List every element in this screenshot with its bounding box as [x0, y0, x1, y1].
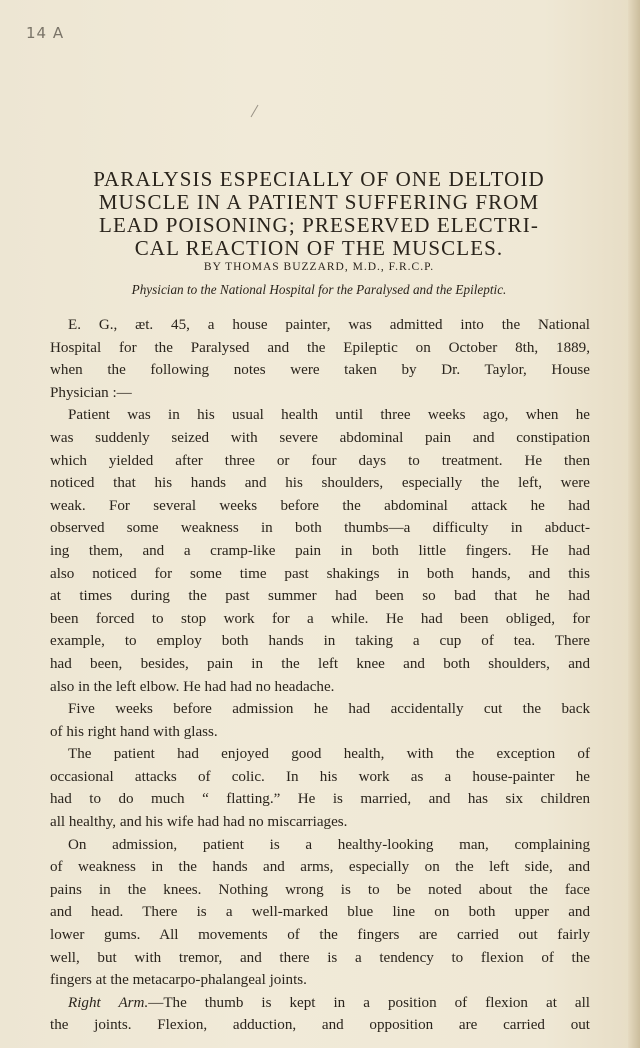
body-line-text: On admission, patient is a healthy-looking man, complaining — [68, 836, 590, 853]
body-line-text: ing them, and a cramp-like pain in both little fingers. He had — [50, 542, 590, 559]
body-line-text: which yielded after three or four days to treatment. He then — [50, 452, 590, 469]
body-line-text: been forced to stop work for a while. He had been obliged, for — [50, 610, 590, 627]
body-line — [50, 404, 590, 427]
body-line-text: fingers at the metacarpo-phalangeal joints. — [50, 972, 307, 989]
author-byline: BY THOMAS BUZZARD, M.D., F.R.C.P. — [203, 261, 435, 273]
body-line-text: noticed that his hands and his shoulders, especially the left, were — [50, 475, 590, 492]
body-line — [50, 992, 590, 1015]
article-title — [34, 168, 604, 260]
body-line-text: Patient was in his usual health until three weeks ago, when he — [68, 407, 590, 424]
page-edge — [628, 0, 640, 1048]
body-line — [50, 359, 590, 382]
body-line-text: was suddenly seized with severe abdominal pain and constipation — [50, 429, 590, 446]
body-line-text: all healthy, and his wife had had no miscarriages. — [50, 814, 348, 831]
body-line — [50, 721, 590, 744]
author-affiliation: Physician to the National Hospital for the Paralysed and the Epileptic. — [131, 282, 507, 297]
body-line-text: The patient had enjoyed good health, with the exception of — [68, 746, 590, 763]
body-line — [50, 563, 590, 586]
body-line-text: occasional attacks of colic. In his work as a house-painter he — [50, 768, 590, 785]
body-line — [50, 743, 590, 766]
body-line — [50, 947, 590, 970]
body-line-text: weak. For several weeks before the abdominal attack he had — [50, 497, 590, 514]
body-line-text: when the following notes were taken by Dr. Taylor, House — [50, 362, 590, 379]
body-line — [50, 540, 590, 563]
body-line-text: Five weeks before admission he had accidentally cut the back — [68, 701, 590, 718]
body-line — [50, 450, 590, 473]
article-body — [50, 314, 590, 1037]
body-line — [50, 901, 590, 924]
title-line: CAL REACTION OF THE MUSCLES. — [134, 236, 504, 260]
body-line-text: lower gums. All movements of the fingers are carried out fairly — [50, 927, 590, 944]
body-line — [50, 856, 590, 879]
body-line — [50, 969, 590, 992]
body-line-text: —The thumb is kept in a position of flexion at all — [148, 994, 591, 1011]
body-line — [50, 879, 590, 902]
body-line — [50, 834, 590, 857]
body-line-text: the joints. Flexion, adduction, and opposition are carried out — [50, 1017, 590, 1034]
title-line: LEAD POISONING; PRESERVED ELECTRI- — [99, 213, 539, 237]
pencil-annotation: 14 A — [26, 24, 65, 42]
body-line-text: Physician :— — [50, 384, 132, 401]
body-line — [50, 585, 590, 608]
body-line — [50, 495, 590, 518]
body-line — [50, 811, 590, 834]
body-line-text: example, to employ both hands in taking a cup of tea. There — [50, 633, 590, 650]
body-line — [50, 427, 590, 450]
body-line-text: also noticed for some time past shakings in both hands, and this — [50, 565, 590, 582]
title-line: PARALYSIS ESPECIALLY OF ONE DELTOID — [93, 167, 545, 191]
title-line: MUSCLE IN A PATIENT SUFFERING FROM — [98, 190, 540, 214]
body-line-text: well, but with tremor, and there is a tendency to flexion of the — [50, 949, 590, 966]
pencil-tick-mark — [251, 105, 259, 118]
body-line — [50, 314, 590, 337]
body-line — [50, 472, 590, 495]
body-line-text: had been, besides, pain in the left knee and both shoulders, and — [50, 655, 590, 672]
body-line-text: E. G., æt. 45, a house painter, was admitted into the National — [68, 317, 590, 333]
body-line-text: also in the left elbow. He had had no headache. — [50, 678, 335, 695]
body-line-text: of weakness in the hands and arms, especially on the left side, and — [50, 859, 590, 876]
body-line — [50, 517, 590, 540]
body-line — [50, 766, 590, 789]
body-line — [50, 337, 590, 360]
body-line-text: of his right hand with glass. — [50, 723, 218, 740]
body-line-text: and head. There is a well-marked blue line on both upper and — [50, 904, 590, 921]
body-line-text: Hospital for the Paralysed and the Epileptic on October 8th, 1889, — [50, 339, 590, 356]
body-line — [50, 653, 590, 676]
body-line-text: at times during the past summer had been so bad that he had — [50, 588, 590, 605]
body-line — [50, 608, 590, 631]
body-line-text: pains in the knees. Nothing wrong is to be noted about the face — [50, 881, 590, 898]
body-line — [50, 698, 590, 721]
section-lead: Right Arm. — [68, 994, 149, 1011]
body-line-text: observed some weakness in both thumbs—a difficulty in abduct- — [50, 520, 590, 537]
body-line — [50, 382, 590, 405]
body-line — [50, 788, 590, 811]
body-line — [50, 924, 590, 947]
body-line — [50, 1014, 590, 1037]
body-line-text: had to do much “ flatting.” He is married, and has six children — [50, 791, 590, 808]
body-line — [50, 676, 590, 699]
body-line — [50, 630, 590, 653]
